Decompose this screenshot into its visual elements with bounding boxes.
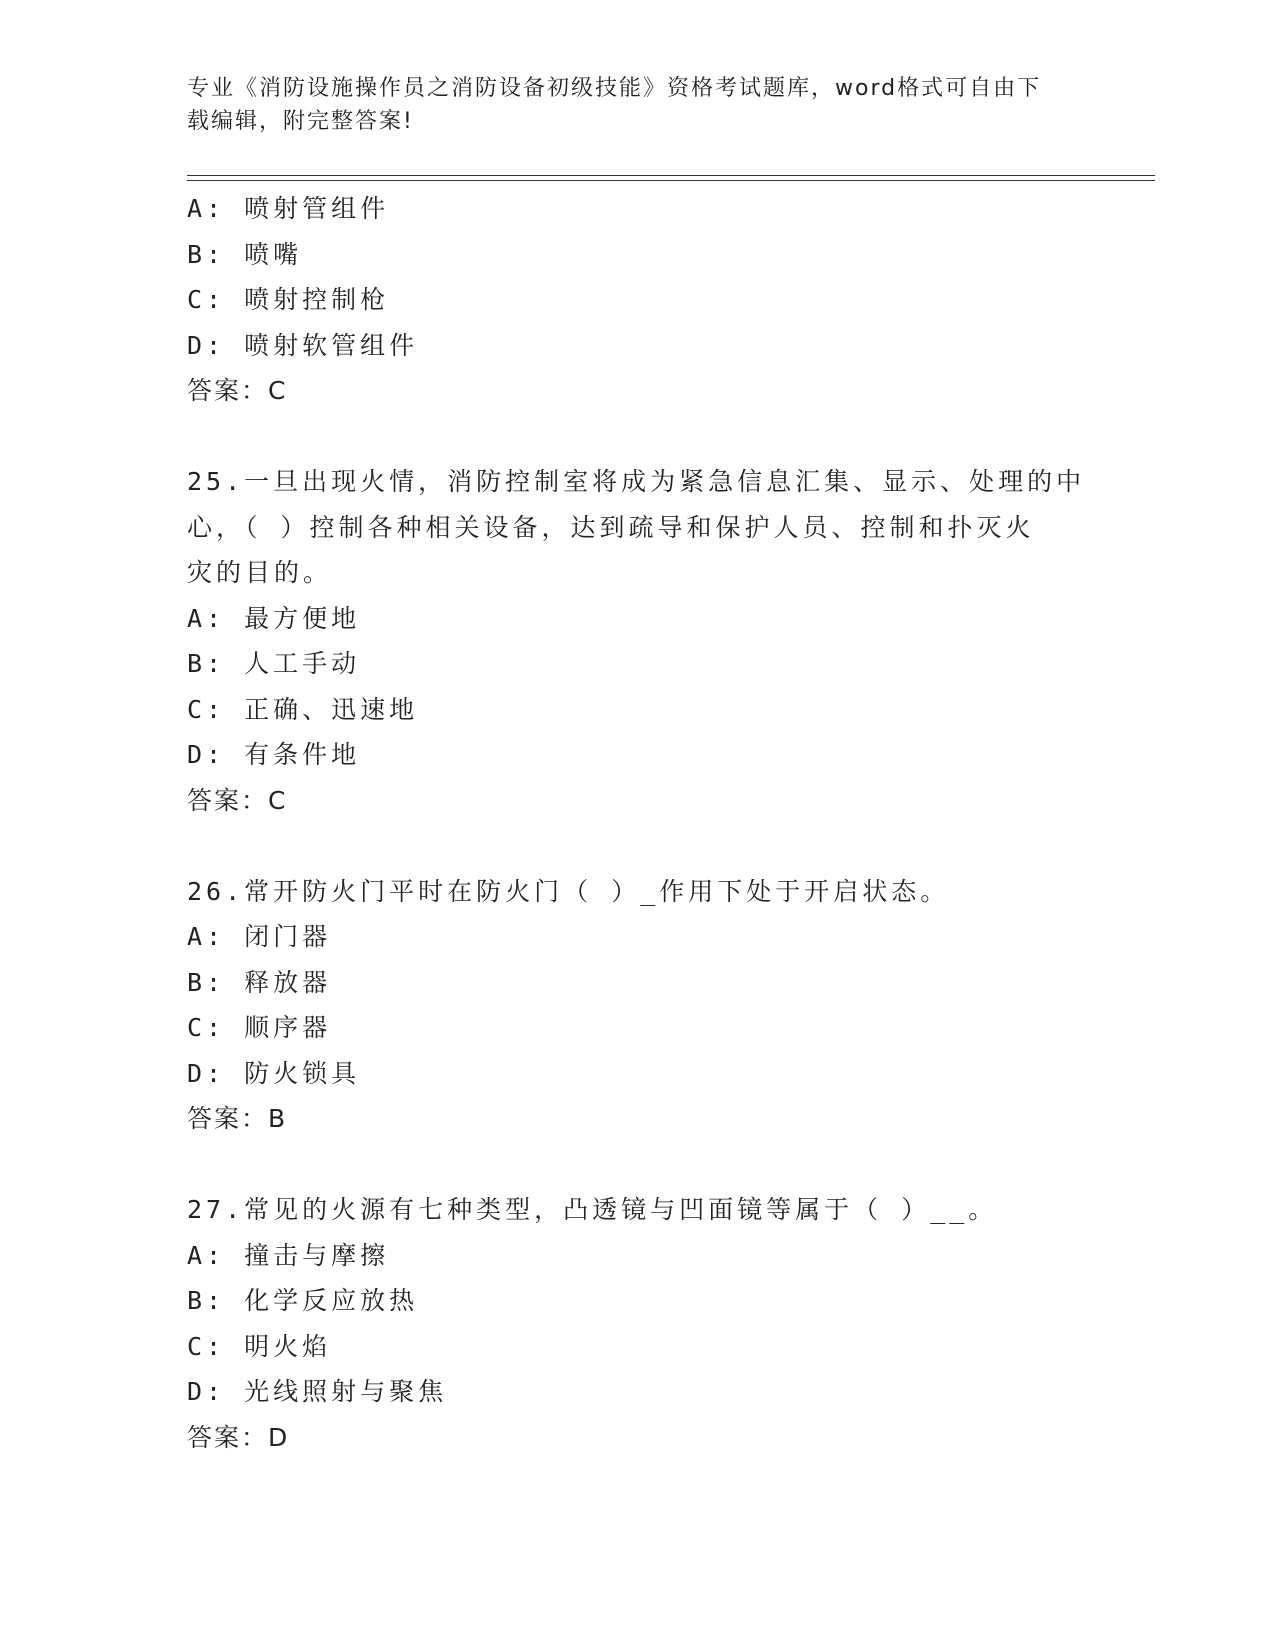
option-a: A: 喷射管组件	[187, 194, 390, 223]
question-25	[187, 459, 1087, 823]
question-list	[187, 186, 1087, 1460]
header-line-1: 专业《消防设施操作员之消防设备初级技能》资格考试题库，word格式可自由下	[187, 76, 1042, 101]
question-stem-line: 心，（ ）控制各种相关设备，达到疏导和保护人员、控制和扑灭火	[187, 512, 1035, 542]
option-c: C: 喷射控制枪	[187, 285, 390, 314]
header-divider-bottom	[187, 180, 1155, 181]
question-stem-line: 灾的目的。	[187, 558, 333, 587]
question-stem-line: 26.常开防火门平时在防火门（ ）_作用下处于开启状态。	[187, 876, 950, 906]
answer-line: 答案：C	[187, 376, 288, 405]
question-24	[187, 186, 1087, 414]
option-c: C: 顺序器	[187, 1013, 332, 1042]
option-b: B: 喷嘴	[187, 239, 303, 269]
answer-line: 答案：C	[187, 785, 288, 815]
question-stem-line: 27.常见的火源有七种类型，凸透镜与凹面镜等属于（ ）__。	[187, 1195, 998, 1224]
option-a: A: 闭门器	[187, 922, 332, 951]
option-d: D: 防火锁具	[187, 1058, 361, 1088]
option-c: C: 正确、迅速地	[187, 694, 419, 724]
spacer	[187, 823, 1087, 869]
option-d: D: 有条件地	[187, 740, 361, 769]
option-d: D: 光线照射与聚焦	[187, 1377, 448, 1406]
option-d: D: 喷射软管组件	[187, 330, 419, 360]
option-a: A: 最方便地	[187, 603, 361, 633]
question-stem-line: 25.一旦出现火情，消防控制室将成为紧急信息汇集、显示、处理的中	[187, 467, 1086, 496]
option-a: A: 撞击与摩擦	[187, 1240, 390, 1270]
question-26	[187, 869, 1087, 1142]
option-c: C: 明火焰	[187, 1331, 332, 1361]
header-divider-top	[187, 175, 1155, 176]
option-b: B: 释放器	[187, 967, 332, 997]
header-line-2: 载编辑，附完整答案!	[187, 109, 414, 134]
option-b: B: 人工手动	[187, 649, 361, 678]
document-header	[187, 72, 1067, 138]
spacer	[187, 1142, 1087, 1188]
answer-line: 答案：B	[187, 1104, 288, 1133]
answer-line: 答案：D	[187, 1422, 290, 1452]
option-b: B: 化学反应放热	[187, 1286, 419, 1315]
question-27	[187, 1187, 1087, 1460]
spacer	[187, 414, 1087, 460]
